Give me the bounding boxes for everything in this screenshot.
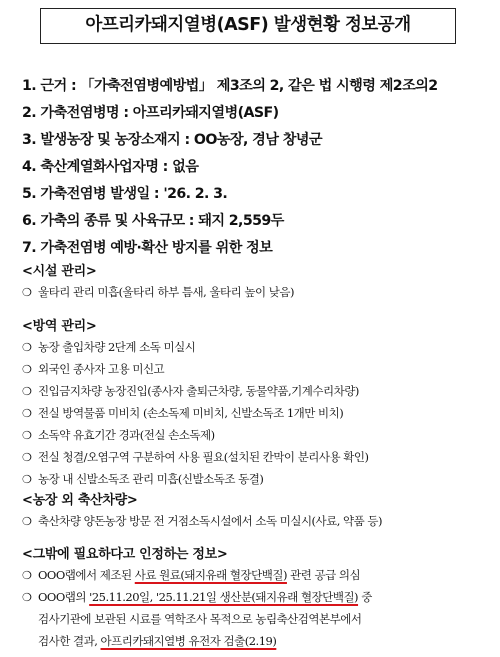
facility-section [22, 263, 294, 305]
list-item: ❍ 축산차량 양돈농장 방문 전 거점소독시설에서 소독 미실시(사료, 약품 등) [22, 512, 382, 534]
list-item-continuation: 검사기관에 보관된 시료를 역학조사 목적으로 농림축산검역본부에서 [38, 612, 362, 626]
list-item: ❍ 울타리 관리 미흡(울타리 하부 틈새, 울타리 높이 낮음) [22, 283, 294, 305]
circle-bullet-icon: ❍ [22, 286, 32, 299]
list-item: ❍ 진입금지차량 농장진입(종사자 출퇴근차량, 동물약품,기계수리차량) [22, 382, 369, 404]
circle-bullet-icon: ❍ [22, 385, 32, 398]
list-item: ❍ 농장 내 신발소독조 관리 미흡(신발소독조 동결) [22, 470, 369, 492]
circle-bullet-icon: ❍ [22, 451, 32, 464]
other-info-section [22, 546, 372, 654]
circle-bullet-icon: ❍ [22, 407, 32, 420]
section-heading: <그밖에 필요하다고 인정하는 정보> [22, 547, 228, 562]
circle-bullet-icon: ❍ [22, 363, 32, 376]
list-item: ❍ 전실 방역물품 미비치 (손소독제 미비치, 신발소독조 1개만 비치) [22, 404, 369, 426]
highlight-gene-detection: 아프리카돼지열병 유전자 검출(2.19) [100, 634, 277, 648]
page-title: 아프리카돼지열병(ASF) 발생현황 정보공개 [40, 8, 456, 44]
circle-bullet-icon: ❍ [22, 515, 32, 528]
info-item-disease-name: 2. 가축전염병명 : 아프리카돼지열병(ASF) [22, 105, 279, 121]
section-heading: <시설 관리> [22, 264, 97, 279]
circle-bullet-icon: ❍ [22, 429, 32, 442]
list-item: ❍ 외국인 종사자 고용 미신고 [22, 360, 369, 382]
circle-bullet-icon: ❍ [22, 341, 32, 354]
circle-bullet-icon: ❍ [22, 473, 32, 486]
info-item-basis: 1. 근거 : 「가축전염병예방법」 제3조의 2, 같은 법 시행령 제2조의2 [22, 78, 438, 94]
circle-bullet-icon: ❍ [22, 569, 32, 582]
highlight-feed-material: 사료 원료(돼지유래 혈장단백질) [134, 568, 287, 582]
list-item: ❍ 소독약 유효기간 경과(전실 손소독제) [22, 426, 369, 448]
vehicles-section [22, 492, 382, 534]
list-item: ❍ 전실 청결/오염구역 구분하여 사용 필요(설치된 칸막이 분리사용 확인) [22, 448, 369, 470]
list-item: ❍ 농장 출입차량 2단계 소독 미실시 [22, 338, 369, 360]
info-item-outbreak-date: 5. 가축전염병 발생일 : '26. 2. 3. [22, 186, 228, 202]
info-item-livestock-scale: 6. 가축의 종류 및 사육규모 : 돼지 2,559두 [22, 213, 284, 229]
info-item-farm-location: 3. 발생농장 및 농장소재지 : OO농장, 경남 창녕군 [22, 132, 323, 148]
info-items-list [22, 74, 438, 263]
list-item-continuation: 검사한 결과, 아프리카돼지열병 유전자 검출(2.19) [38, 634, 277, 648]
info-item-integrator: 4. 축산계열화사업자명 : 없음 [22, 159, 199, 175]
circle-bullet-icon: ❍ [22, 591, 32, 604]
info-item-prevention-info: 7. 가축전염병 예방·확산 방지를 위한 정보 [22, 240, 273, 256]
highlight-production-dates: '25.11.20일, '25.11.21일 생산분(돼지유래 혈장단백질) [89, 590, 359, 604]
section-heading: <방역 관리> [22, 319, 97, 334]
list-item: ❍ OOO랩에서 제조된 사료 원료(돼지유래 혈장단백질) 관련 공급 의심 [22, 566, 372, 588]
section-heading: <농장 외 축산차량> [22, 493, 138, 508]
list-item: ❍ OOO랩의 '25.11.20일, '25.11.21일 생산분(돼지유래 혈장단백질) 중 [22, 588, 372, 610]
biosecurity-section [22, 318, 369, 492]
